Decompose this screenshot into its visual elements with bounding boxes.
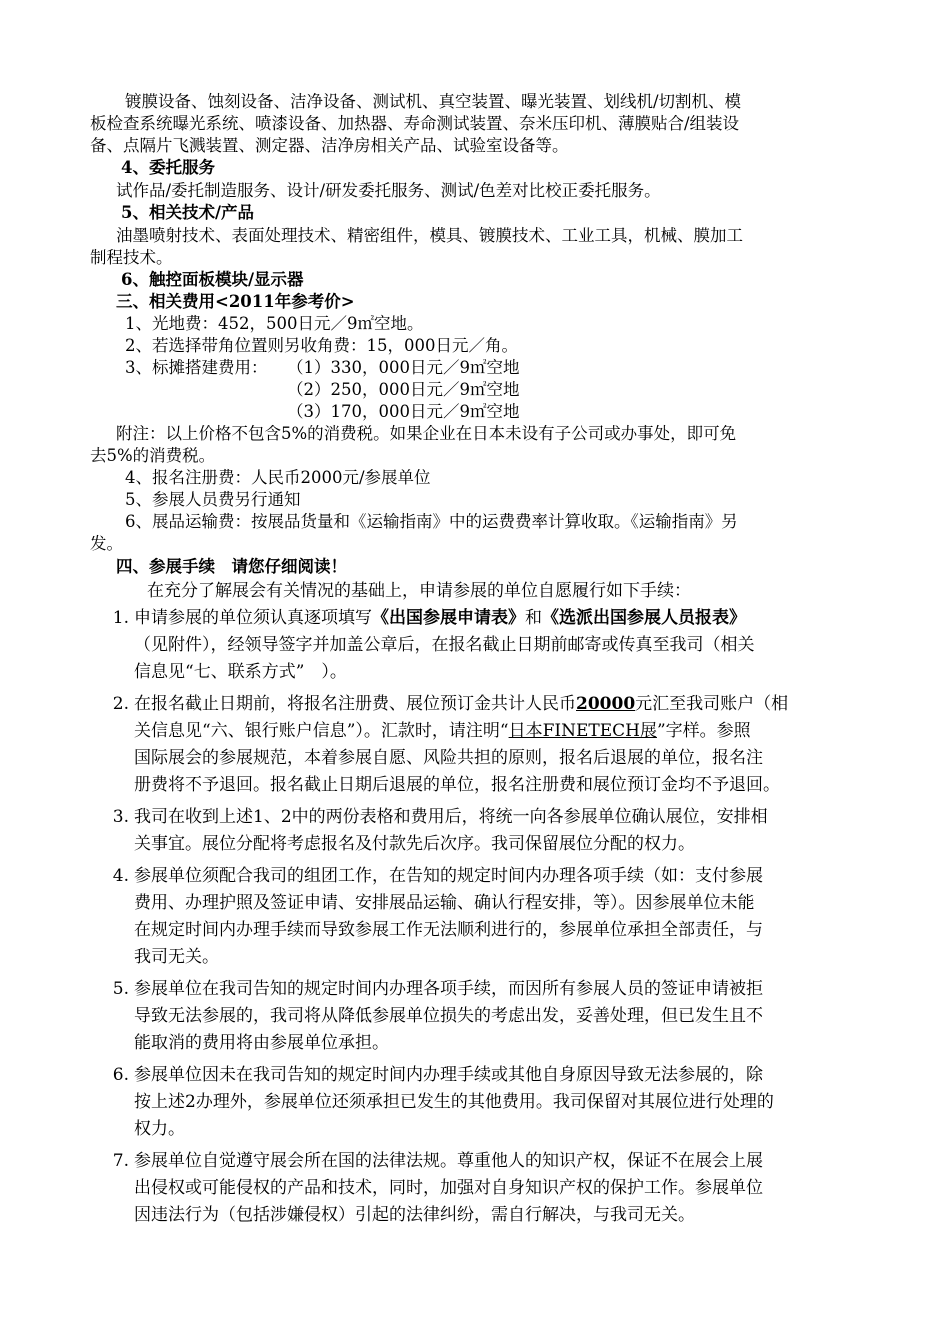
list-item-number: 2. [112, 694, 129, 714]
procedure-4-line-1: 参展单位须配合我司的组团工作，在告知的规定时间内办理各项手续（如：支付参展 [134, 866, 763, 886]
procedure-2-line-1 [134, 693, 788, 715]
list-item-number: 7. [112, 1151, 129, 1171]
procedure-7-line-1: 参展单位自觉遵守展会所在国的法律法规。尊重他人的知识产权，保证不在展会上展 [134, 1151, 763, 1171]
fee-item-2: 2、若选择带角位置则另收角费：15，000日元／角。 [125, 336, 518, 355]
procedure-4-line-3: 在规定时间内办理手续而导致参展工作无法顺利进行的，参展单位承担全部责任，与 [134, 920, 763, 940]
procedure-2-remark-end: ”字样。参照 [656, 721, 751, 741]
procedure-1-conjunction: 和 [525, 608, 542, 628]
procedure-1-line-3: 信息见“七、联系方式” ）。 [134, 662, 347, 682]
fee-item-3-option-3: （3）170，000日元／9㎡空地 [287, 402, 520, 421]
procedure-6-line-3: 权力。 [134, 1119, 185, 1139]
list-item-number: 1. [112, 608, 129, 628]
heading-fees: 三、相关费用<2011年参考价> [116, 292, 355, 311]
equipment-line-3: 备、点隔片飞溅装置、测定器、洁净房相关产品、试验室设备等。 [90, 136, 569, 155]
procedure-5-line-3: 能取消的费用将由参展单位承担。 [134, 1033, 389, 1053]
related-tech-line-1: 油墨喷射技术、表面处理技术、精密组件，模具、镀膜技术、工业工具，机械、膜加工 [116, 226, 743, 245]
fee-item-4: 4、报名注册费：人民币2000元/参展单位 [125, 468, 431, 487]
procedure-2-text: 在报名截止日期前，将报名注册费、展位预订金共计人民币 [134, 694, 576, 714]
fee-item-3-option-2: （2）250，000日元／9㎡空地 [287, 380, 520, 399]
procedure-2-line-3: 国际展会的参展规范，本着参展自愿、风险共担的原则，报名后退展的单位，报名注 [134, 748, 763, 768]
list-item-number: 5. [112, 979, 129, 999]
fee-item-6-line-2: 发。 [90, 534, 123, 553]
form-name-personnel: 《选派出国参展人员报表》 [542, 608, 746, 628]
procedure-3-line-1: 我司在收到上述1、2中的两份表格和费用后，将统一向各参展单位确认展位，安排相 [134, 807, 768, 827]
procedure-6-line-1: 参展单位因未在我司告知的规定时间内办理手续或其他自身原因导致无法参展的，除 [134, 1065, 763, 1085]
procedure-5-line-1: 参展单位在我司告知的规定时间内办理各项手续，而因所有参展人员的签证申请被拒 [134, 979, 763, 999]
procedure-6-line-2: 按上述2办理外，参展单位还须承担已发生的其他费用。我司保留对其展位进行处理的 [134, 1092, 774, 1112]
procedure-1-line-2: （见附件），经领导签字并加盖公章后，在报名截止日期前邮寄或传真至我司（相关 [134, 635, 755, 655]
fee-note-line-2: 去5%的消费税。 [90, 446, 216, 465]
form-name-application: 《出国参展申请表》 [372, 608, 525, 628]
equipment-line-2: 板检查系统曝光系统、喷漆设备、加热器、寿命测试装置、奈米压印机、薄膜贴合/组装设 [90, 114, 740, 133]
procedure-7-line-2: 出侵权或可能侵权的产品和技术，同时，加强对自身知识产权的保护工作。参展单位 [134, 1178, 763, 1198]
list-item-number: 4. [112, 866, 129, 886]
consign-text: 试作品/委托制造服务、设计/研发委托服务、测试/色差对比校正委托服务。 [116, 181, 661, 200]
heading-procedure: 四、参展手续 请您仔细阅读！ [116, 557, 347, 576]
procedure-3-line-2: 关事宜。展位分配将考虑报名及付款先后次序。我司保留展位分配的权力。 [134, 834, 695, 854]
heading-related-tech: 5、相关技术/产品 [121, 203, 255, 222]
list-item-number: 6. [112, 1065, 129, 1085]
fee-item-1: 1、光地费：452，500日元／9㎡空地。 [125, 314, 424, 333]
equipment-line-1: 镀膜设备、蚀刻设备、洁净设备、测试机、真空装置、曝光装置、划线机/切割机、模 [125, 92, 742, 111]
deposit-amount: 20000 [576, 694, 636, 714]
procedure-2-text-end: 元汇至我司账户（相 [635, 694, 789, 714]
procedure-1-line-1 [134, 607, 746, 629]
fee-item-5: 5、参展人员费另行通知 [125, 490, 301, 509]
list-item-number: 3. [112, 807, 129, 827]
procedure-2-line-2 [134, 720, 751, 742]
procedure-intro: 在充分了解展会有关情况的基础上，申请参展的单位自愿履行如下手续： [147, 581, 691, 601]
related-tech-line-2: 制程技术。 [90, 248, 173, 267]
fee-item-3-label: 3、标摊搭建费用： [125, 358, 268, 377]
fee-item-6-line-1: 6、展品运输费：按展品货量和《运输指南》中的运费费率计算收取。《运输指南》另 [125, 512, 738, 531]
heading-consign: 4、委托服务 [121, 158, 215, 177]
fee-item-3-option-1: （1）330，000日元／9㎡空地 [287, 358, 520, 377]
heading-touch-panel: 6、触控面板模块/显示器 [121, 270, 304, 289]
procedure-7-line-3: 因违法行为（包括涉嫌侵权）引起的法律纠纷，需自行解决，与我司无关。 [134, 1205, 695, 1225]
remittance-note: 日本FINETECH展 [508, 721, 657, 741]
procedure-1-text: 申请参展的单位须认真逐项填写 [134, 608, 372, 628]
procedure-5-line-2: 导致无法参展的，我司将从降低参展单位损失的考虑出发，妥善处理，但已发生且不 [134, 1006, 763, 1026]
procedure-4-line-4: 我司无关。 [134, 947, 219, 967]
procedure-2-remark: 关信息见“六、银行账户信息”）。汇款时，请注明“ [134, 721, 509, 741]
fee-note-line-1: 附注：以上价格不包含5%的消费税。如果企业在日本未设有子公司或办事处，即可免 [116, 424, 737, 443]
procedure-2-line-4: 册费将不予退回。报名截止日期后退展的单位，报名注册费和展位预订金均不予退回。 [134, 775, 780, 795]
procedure-4-line-2: 费用、办理护照及签证申请、安排展品运输、确认行程安排，等）。因参展单位未能 [134, 893, 755, 913]
